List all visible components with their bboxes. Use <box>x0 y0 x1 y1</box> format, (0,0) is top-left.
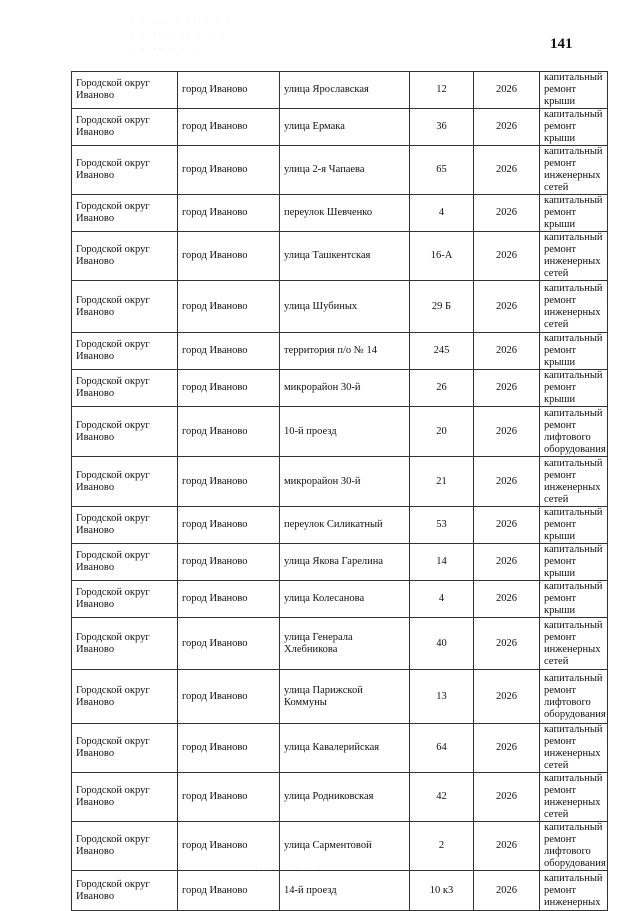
street-cell: улица Колесанова <box>280 581 410 618</box>
district-cell: Городской округ Иваново <box>72 72 178 109</box>
city-cell: город Иваново <box>178 618 280 670</box>
work-type-cell: капитальный ремонт инженерных <box>540 871 608 911</box>
street-cell: микрорайон 30-й <box>280 370 410 407</box>
city-cell: город Иваново <box>178 724 280 773</box>
city-cell: город Иваново <box>178 773 280 822</box>
district-cell: Городской округ Иваново <box>72 871 178 911</box>
year-cell: 2026 <box>474 871 540 911</box>
district-cell: Городской округ Иваново <box>72 195 178 232</box>
year-cell: 2026 <box>474 407 540 457</box>
work-type-cell: капитальный ремонт лифтового оборудования <box>540 407 608 457</box>
street-cell: переулок Силикатный <box>280 507 410 544</box>
table-row <box>72 281 608 333</box>
street-cell: улица Сарментовой <box>280 822 410 871</box>
table-row <box>72 370 608 407</box>
table-row <box>72 670 608 724</box>
street-cell: улица Ермака <box>280 109 410 146</box>
city-cell: город Иваново <box>178 871 280 911</box>
house-number-cell: 4 <box>410 195 474 232</box>
table-row <box>72 333 608 370</box>
scan-noise-bottom: · ·· · · · · <box>255 864 324 874</box>
city-cell: город Иваново <box>178 281 280 333</box>
year-cell: 2026 <box>474 670 540 724</box>
house-number-cell: 20 <box>410 407 474 457</box>
table-row <box>72 618 608 670</box>
year-cell: 2026 <box>474 581 540 618</box>
house-number-cell: 4 <box>410 581 474 618</box>
work-type-cell: капитальный ремонт инженерных сетей <box>540 773 608 822</box>
table-row <box>72 544 608 581</box>
district-cell: Городской округ Иваново <box>72 507 178 544</box>
year-cell: 2026 <box>474 724 540 773</box>
district-cell: Городской округ Иваново <box>72 281 178 333</box>
work-type-cell: капитальный ремонт крыши <box>540 72 608 109</box>
work-type-cell: капитальный ремонт инженерных сетей <box>540 457 608 507</box>
table-row <box>72 72 608 109</box>
district-cell: Городской округ Иваново <box>72 773 178 822</box>
district-cell: Городской округ Иваново <box>72 670 178 724</box>
work-type-cell: капитальный ремонт инженерных сетей <box>540 146 608 195</box>
work-type-cell: капитальный ремонт инженерных сетей <box>540 281 608 333</box>
city-cell: город Иваново <box>178 370 280 407</box>
street-cell: 10-й проезд <box>280 407 410 457</box>
work-type-cell: капитальный ремонт инженерных сетей <box>540 618 608 670</box>
house-number-cell: 245 <box>410 333 474 370</box>
district-cell: Городской округ Иваново <box>72 581 178 618</box>
house-number-cell: 12 <box>410 72 474 109</box>
year-cell: 2026 <box>474 72 540 109</box>
street-cell: улица Кавалерийская <box>280 724 410 773</box>
year-cell: 2026 <box>474 618 540 670</box>
district-cell: Городской округ Иваново <box>72 232 178 281</box>
house-number-cell: 42 <box>410 773 474 822</box>
house-number-cell: 40 <box>410 618 474 670</box>
street-cell: улица Якова Гарелина <box>280 544 410 581</box>
district-cell: Городской округ Иваново <box>72 370 178 407</box>
year-cell: 2026 <box>474 457 540 507</box>
table-row <box>72 457 608 507</box>
table-row <box>72 407 608 457</box>
page-number: 141 <box>550 36 573 52</box>
house-number-cell: 29 Б <box>410 281 474 333</box>
street-cell: улица Ташкентская <box>280 232 410 281</box>
year-cell: 2026 <box>474 333 540 370</box>
house-number-cell: 14 <box>410 544 474 581</box>
work-type-cell: капитальный ремонт крыши <box>540 333 608 370</box>
repair-register-table <box>71 71 608 911</box>
city-cell: город Иваново <box>178 670 280 724</box>
house-number-cell: 64 <box>410 724 474 773</box>
city-cell: город Иваново <box>178 407 280 457</box>
district-cell: Городской округ Иваново <box>72 822 178 871</box>
district-cell: Городской округ Иваново <box>72 146 178 195</box>
street-cell: переулок Шевченко <box>280 195 410 232</box>
house-number-cell: 65 <box>410 146 474 195</box>
work-type-cell: капитальный ремонт крыши <box>540 507 608 544</box>
house-number-cell: 26 <box>410 370 474 407</box>
district-cell: Городской округ Иваново <box>72 457 178 507</box>
district-cell: Городской округ Иваново <box>72 333 178 370</box>
year-cell: 2026 <box>474 370 540 407</box>
city-cell: город Иваново <box>178 333 280 370</box>
street-cell: улица Шубиных <box>280 281 410 333</box>
work-type-cell: капитальный ремонт крыши <box>540 370 608 407</box>
district-cell: Городской округ Иваново <box>72 109 178 146</box>
work-type-cell: капитальный ремонт инженерных сетей <box>540 232 608 281</box>
year-cell: 2026 <box>474 232 540 281</box>
year-cell: 2026 <box>474 109 540 146</box>
city-cell: город Иваново <box>178 544 280 581</box>
scan-noise-top: · · ··· · ·· · · · · · ·· · ·· · · · · · ·· · · · <box>130 16 233 54</box>
city-cell: город Иваново <box>178 195 280 232</box>
work-type-cell: капитальный ремонт крыши <box>540 581 608 618</box>
year-cell: 2026 <box>474 822 540 871</box>
city-cell: город Иваново <box>178 72 280 109</box>
year-cell: 2026 <box>474 773 540 822</box>
street-cell: улица Ярославская <box>280 72 410 109</box>
year-cell: 2026 <box>474 195 540 232</box>
city-cell: город Иваново <box>178 146 280 195</box>
work-type-cell: капитальный ремонт крыши <box>540 195 608 232</box>
work-type-cell: капитальный ремонт лифтового оборудования <box>540 822 608 871</box>
house-number-cell: 10 к3 <box>410 871 474 911</box>
house-number-cell: 16-А <box>410 232 474 281</box>
table-body <box>72 72 608 911</box>
work-type-cell: капитальный ремонт крыши <box>540 109 608 146</box>
city-cell: город Иваново <box>178 232 280 281</box>
street-cell: 14-й проезд <box>280 871 410 911</box>
city-cell: город Иваново <box>178 457 280 507</box>
table-row <box>72 724 608 773</box>
house-number-cell: 21 <box>410 457 474 507</box>
table-row <box>72 146 608 195</box>
table-row <box>72 581 608 618</box>
city-cell: город Иваново <box>178 581 280 618</box>
work-type-cell: капитальный ремонт инженерных сетей <box>540 724 608 773</box>
house-number-cell: 53 <box>410 507 474 544</box>
table-row <box>72 507 608 544</box>
house-number-cell: 13 <box>410 670 474 724</box>
street-cell: улица Парижской Коммуны <box>280 670 410 724</box>
work-type-cell: капитальный ремонт крыши <box>540 544 608 581</box>
table-row <box>72 109 608 146</box>
district-cell: Городской округ Иваново <box>72 544 178 581</box>
city-cell: город Иваново <box>178 822 280 871</box>
year-cell: 2026 <box>474 544 540 581</box>
street-cell: микрорайон 30-й <box>280 457 410 507</box>
table-row <box>72 232 608 281</box>
house-number-cell: 2 <box>410 822 474 871</box>
district-cell: Городской округ Иваново <box>72 407 178 457</box>
district-cell: Городской округ Иваново <box>72 724 178 773</box>
city-cell: город Иваново <box>178 109 280 146</box>
district-cell: Городской округ Иваново <box>72 618 178 670</box>
street-cell: территория п/о № 14 <box>280 333 410 370</box>
work-type-cell: капитальный ремонт лифтового оборудования <box>540 670 608 724</box>
table-row <box>72 195 608 232</box>
house-number-cell: 36 <box>410 109 474 146</box>
city-cell: город Иваново <box>178 507 280 544</box>
street-cell: улица Родниковская <box>280 773 410 822</box>
year-cell: 2026 <box>474 281 540 333</box>
street-cell: улица 2-я Чапаева <box>280 146 410 195</box>
year-cell: 2026 <box>474 507 540 544</box>
table-row <box>72 773 608 822</box>
year-cell: 2026 <box>474 146 540 195</box>
street-cell: улица Генерала Хлебникова <box>280 618 410 670</box>
